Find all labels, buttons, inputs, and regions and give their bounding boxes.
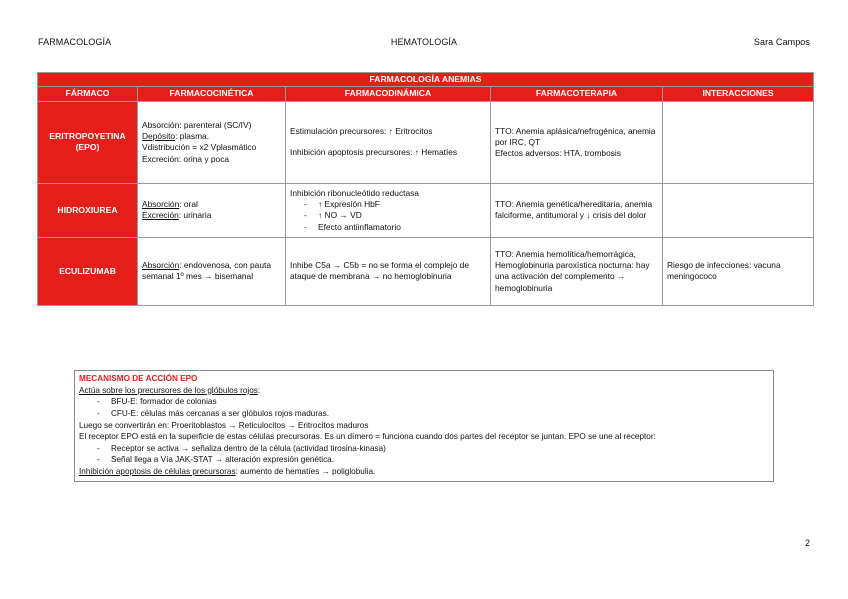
pk-cell [138,101,286,183]
table-row [38,237,814,305]
drug-name: ECULIZUMAB [38,237,138,305]
list-item: - BFU-E: formador de colonias [97,396,769,408]
pd-cell: Inhibe C5a → C5b = no se forma el complejo de ataque de membrana → no hemoglobinuria [286,237,491,305]
pk-excrecion: Excreción: orina y poca [142,153,230,164]
int-cell [663,183,814,237]
list-item: - CFU-E: células más cercanas a ser glóbulos rojos maduras. [97,408,769,420]
list-item: - Señal llega a Vía JAK-STAT → alteración expresión genética. [97,454,769,466]
box-line: El receptor EPO está en la superficie de estas células precursoras. Es un dímero = funciona cuando dos partes del receptor se juntan. EPO se une al receptor: [79,432,656,442]
list-item: - ↑ NO → VD [304,210,486,221]
pt-cell [491,101,663,183]
pk-absorcion: Absorción: endovenosa, con pauta semanal 1º mes → bisemanal [142,260,271,282]
list-item: - Receptor se activa → señaliza dentro de la célula (actividad tirosina-kinasa) [97,443,769,455]
cell-list [79,396,769,419]
epo-mechanism-box [74,370,774,482]
col-farmacocinetica: FARMACOCINÉTICA [138,87,286,101]
pk-deposito: Depósito: plasma. [142,131,210,142]
header-author: Sara Campos [753,37,810,47]
pk-absorcion: Absorción: oral [142,199,198,210]
drug-name: HIDROXIUREA [38,183,138,237]
col-farmacodinamica: FARMACODINÁMICA [286,87,491,101]
col-farmaco: FÁRMACO [38,87,138,101]
pharmacology-table [37,72,814,306]
pd-title: Inhibición ribonucleótido reductasa [290,188,419,198]
pd-cell [286,101,491,183]
step-list [79,443,769,466]
pk-vd: Vdistribución = x2 Vplasmático [142,142,257,153]
pk-absorcion: Absorción: parenteral (SC/IV) [142,120,252,130]
pk-cell [138,237,286,305]
page-number: 2 [804,538,810,548]
drug-name: ERITROPOYETINA (EPO) [38,101,138,183]
pd-line: Estimulación precursores: ↑ Eritrocitos [290,126,433,137]
col-interacciones: INTERACCIONES [663,87,814,101]
pd-line: Inhibición apoptosis precursores: ↑ Hematíes [290,147,458,158]
pd-list [290,199,486,233]
pt-line: TTO: Anemia aplásica/nefrogénica, anemia por IRC, QT [495,125,656,147]
list-item: - ↑ Expresión HbF [304,199,486,210]
box-title: MECANISMO DE ACCIÓN EPO [79,374,198,383]
pt-cell: TTO: Anemia hemolítica/hemorrágica, Hemoglobinuria paroxística nocturna: hay una activación del complemento → hemoglobinuria [491,237,663,305]
box-line: Luego se convertirán en: Proeritoblastos → Reticulocitos → Eritrocitos maduros [79,420,369,430]
pt-cell: TTO: Anemia genética/hereditaria, anemia falciforme, antitumoral y ↓ crisis del dolor [491,183,663,237]
int-cell [663,101,814,183]
pk-excrecion: Excreción: urinaria [142,210,212,221]
pd-cell [286,183,491,237]
list-item: - Efecto antiinflamatorio [304,222,486,233]
header-topic: HEMATOLOGÍA [390,37,458,47]
col-farmacoterapia: FARMACOTERAPIA [491,87,663,101]
table-row [38,101,814,183]
table-row [38,183,814,237]
pt-line: Efectos adversos: HTA, trombosis [495,147,621,158]
box-last-line: Inhibición apoptosis de células precursoras: aumento de hematíes → poliglobulia. [79,467,376,477]
table-title: FARMACOLOGÍA ANEMIAS [38,73,814,87]
pk-cell [138,183,286,237]
header-subject: FARMACOLOGÍA [38,37,112,47]
int-cell: Riesgo de infecciones: vacuna meningococo [663,237,814,305]
box-intro: Actúa sobre los precursores de los glóbulos rojos: [79,385,261,395]
